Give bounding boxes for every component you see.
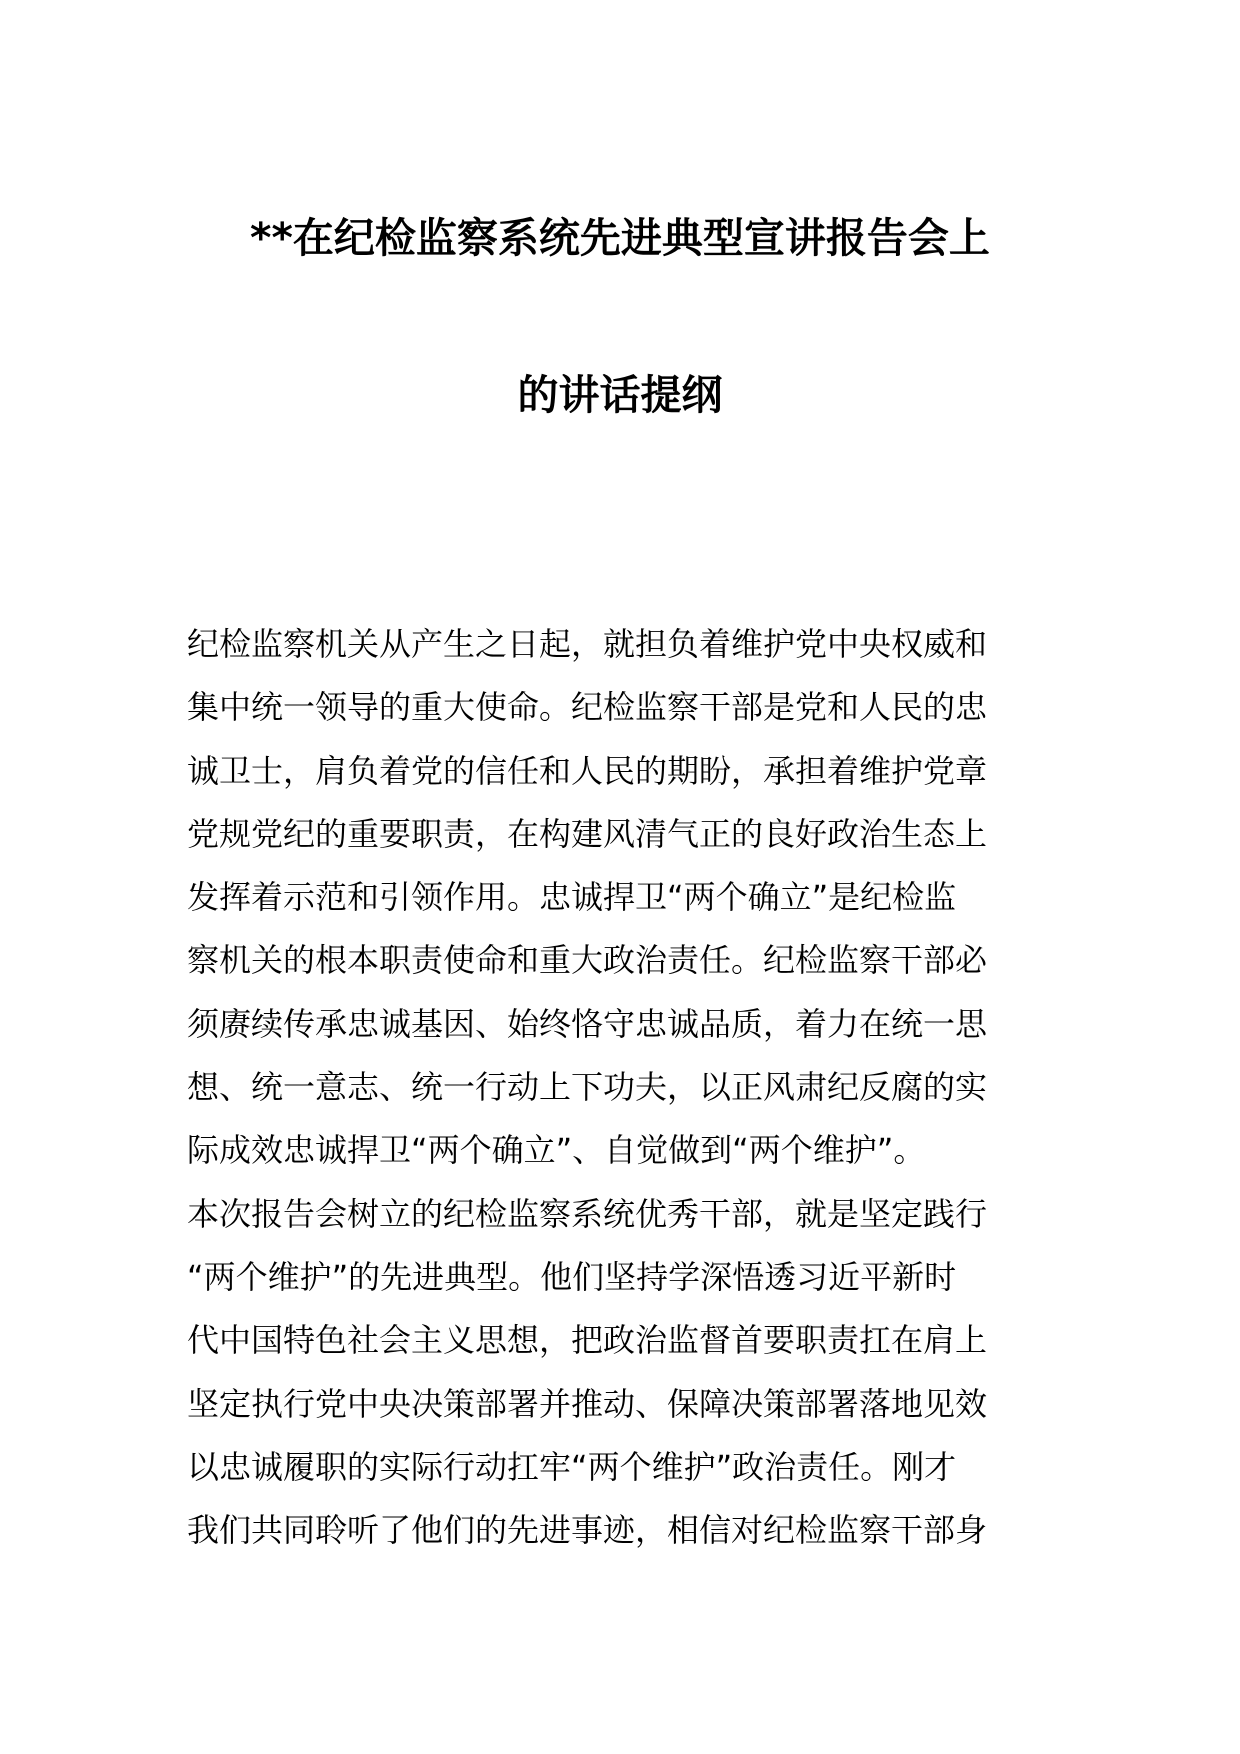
body-line: 察机关的根本职责使命和重大政治责任。纪检监察干部必 <box>187 941 988 980</box>
body-line: 须赓续传承忠诚基因、始终恪守忠诚品质，着力在统一思 <box>187 1004 988 1043</box>
body-line: 发挥着示范和引领作用。忠诚捍卫“两个确立”是纪检监 <box>187 878 957 917</box>
document-title-line-2: 的讲话提纲 <box>517 371 723 419</box>
body-line: 坚定执行党中央决策部署并推动、保障决策部署落地见效 <box>187 1384 988 1423</box>
body-line: 以忠诚履职的实际行动扛牢“两个维护”政治责任。刚才 <box>187 1447 957 1486</box>
body-line: “两个维护”的先进典型。他们坚持学深悟透习近平新时 <box>187 1257 957 1296</box>
body-line: 诚卫士，肩负着党的信任和人民的期盼，承担着维护党章 <box>187 751 988 790</box>
document-body <box>187 613 1067 1562</box>
body-line: 本次报告会树立的纪检监察系统优秀干部，就是坚定践行 <box>187 1194 988 1233</box>
body-line: 际成效忠诚捍卫“两个确立”、自觉做到“两个维护”。 <box>187 1131 926 1170</box>
body-line: 党规党纪的重要职责，在构建风清气正的良好政治生态上 <box>187 814 988 853</box>
body-line: 纪检监察机关从产生之日起，就担负着维护党中央权威和 <box>187 625 988 663</box>
body-line: 代中国特色社会主义思想，把政治监督首要职责扛在肩上 <box>187 1321 988 1360</box>
body-line: 想、统一意志、统一行动上下功夫，以正风肃纪反腐的实 <box>187 1068 988 1107</box>
document-title-line-1: **在纪检监察系统先进典型宣讲报告会上 <box>250 214 990 262</box>
body-line: 我们共同聆听了他们的先进事迹，相信对纪检监察干部身 <box>187 1511 988 1550</box>
body-line: 集中统一领导的重大使命。纪检监察干部是党和人民的忠 <box>187 688 988 727</box>
